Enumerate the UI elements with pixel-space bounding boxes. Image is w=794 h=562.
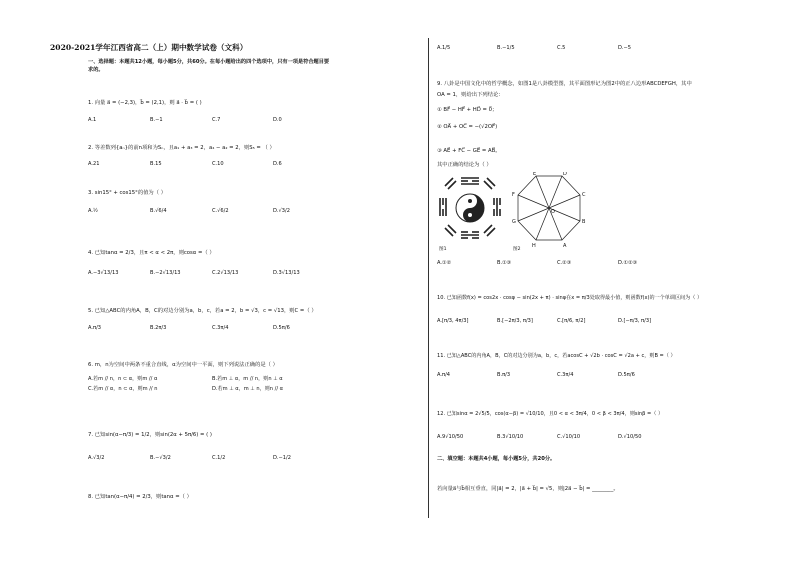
vertex-label-d: D — [563, 172, 567, 177]
option-a: A.π/3 — [88, 325, 102, 331]
question-8: 8. 已知tan(α−π/4) = 2/3，则tanα =（ ） — [88, 494, 192, 500]
option-d: D.−1/2 — [273, 455, 292, 461]
figure-1-caption: 图1 — [439, 247, 447, 252]
question-12: 12. 已知sinα = 2√5/5，cos(α−β) = √10/10，且0 < α < 3π/4，0 < β < 3π/4，则sinβ =（ ） — [437, 411, 664, 417]
vertex-label-g: G — [512, 219, 516, 225]
option-b: B.15 — [150, 161, 162, 167]
question-1: 1. 向量 a⃗ = (−2,3)，b⃗ = (2,1)，则 a⃗ · b⃗ = ( ) — [88, 100, 202, 106]
vertex-label-f: F — [512, 192, 515, 198]
option-c: C.√6/2 — [212, 208, 229, 214]
option-d: D.[−π/3, π/3] — [618, 318, 652, 324]
question-13: 若向量a⃗与b⃗相互垂直，同|a⃗| = 2，|a⃗ + b⃗| = √5，则|2a⃗ − b⃗| = ________。 — [437, 486, 619, 492]
vertex-label-e: E — [533, 172, 537, 177]
option-d: D.√3/2 — [273, 208, 290, 214]
question-9-line2: OA = 1，则给出下列结论： — [437, 92, 504, 98]
option-d: D.3√13/13 — [273, 270, 300, 276]
question-7: 7. 已知sin(α−π/3) = 1/2，则sin(2α + 5π/6) = ( ) — [88, 432, 212, 438]
option-b: B.−2√13/13 — [150, 270, 181, 276]
column-divider — [428, 38, 429, 518]
section-1-line2: 求的。 — [88, 67, 104, 73]
option-d: D.5π/6 — [618, 372, 635, 378]
option-d: D.0 — [273, 117, 282, 123]
option-a: A.1 — [88, 117, 97, 123]
option-d: D.若m ⊥ α，m ⊥ n，则n // α — [212, 386, 284, 392]
option-b: B.√6/4 — [150, 208, 167, 214]
option-c: C.若m // α，n ⊂ α，则m // n — [88, 386, 158, 392]
page-title: 2020-2021学年江西省高二（上）期中数学试卷（文科） — [50, 43, 248, 52]
question-6: 6. m，n为空间中两条不重合直线，α为空间中一平面，则下列说法正确的是（ ） — [88, 362, 278, 368]
option-c: C.10 — [212, 161, 224, 167]
question-9-item3: ③ AE⃗ + FC⃗ − GE⃗ = AB⃗。 — [437, 148, 501, 154]
question-9-item2: ② OA⃗ + OC⃗ = −(√2OF⃗) — [437, 124, 498, 130]
vertex-label-b: B — [582, 219, 586, 225]
figure-2-caption: 图2 — [513, 247, 521, 252]
question-11: 11. 已知△ABC的内角A，B，C的对边分别为a，b，c，若acosC + √2b · cosC = √2a + c，则B =（ ） — [437, 353, 676, 359]
option-b: B.π/3 — [497, 372, 511, 378]
option-b: B.若m ⊥ α，m // n，则n ⊥ α — [212, 376, 283, 382]
option-c: C.[π/6, π/2] — [557, 318, 586, 324]
option-a: A.若m // n，n ⊂ α，则m // α — [88, 376, 158, 382]
option-c: C.②③ — [557, 260, 572, 266]
option-b: B.[−2π/3, π/3] — [497, 318, 533, 324]
option-a: A.½ — [88, 208, 98, 214]
vertex-label-c: C — [582, 192, 586, 198]
option-a: A.①② — [437, 260, 452, 266]
section-1-line1: 一、选择题：本题共12小题，每小题5分，共60分。在每小题给出的四个选项中，只有一项是符合题目要 — [88, 59, 330, 65]
right-column — [437, 0, 777, 562]
section-1-heading — [88, 58, 418, 74]
option-a: A.[π/3, 4π/3] — [437, 318, 469, 324]
option-d: D.6 — [273, 161, 282, 167]
option-d: D.−5 — [618, 45, 632, 51]
question-3: 3. sin15° + cos15°的值为（ ） — [88, 190, 166, 196]
option-b: B.2π/3 — [150, 325, 167, 331]
option-c: C.5 — [557, 45, 566, 51]
option-a: A.9√10/50 — [437, 434, 464, 440]
vertex-label-o: O — [551, 209, 555, 215]
vertex-label-a: A — [563, 243, 567, 248]
option-b: B.①③ — [497, 260, 512, 266]
bagua-figure — [437, 172, 503, 244]
option-a: A.√3/2 — [88, 455, 105, 461]
left-column — [88, 0, 418, 562]
option-d: D.√10/50 — [618, 434, 642, 440]
option-a: A.21 — [88, 161, 100, 167]
question-9-line1: 9. 八卦是中国文化中的哲学概念，如图1是八卦模型图，其平面图形记为图2中的正八边形ABCDEFGH，其中 — [437, 81, 692, 87]
option-a: A.−3√13/13 — [88, 270, 119, 276]
option-b: B.−1/5 — [497, 45, 515, 51]
octagon-figure — [509, 172, 589, 248]
question-2: 2. 等差数列{aₙ}的前n项和为Sₙ，且a₁ + a₃ = 2，a₄ − a₂ = 2，则S₅ = （ ） — [88, 145, 275, 151]
option-d: D.①②③ — [618, 260, 638, 266]
option-a: A.π/4 — [437, 372, 451, 378]
option-c: C.√10/10 — [557, 434, 581, 440]
question-10: 10. 已知函数f(x) = cos2x · cosφ − sin(2x + π) · sinφ在x = π/3处取得最小值，则函数f(x)的一个单调区间为（ ） — [437, 295, 703, 301]
question-4: 4. 已知tanα = 2/3，且π < α < 2π，则cosα =（ ） — [88, 250, 215, 256]
section-2-heading: 二、填空题：本题共4小题，每小题5分，共20分。 — [437, 456, 556, 462]
vertex-label-h: H — [532, 243, 536, 248]
option-c: C.2√13/13 — [212, 270, 239, 276]
option-c: C.3π/4 — [557, 372, 574, 378]
question-9-ask: 其中正确的结论为（ ） — [437, 162, 492, 168]
option-c: C.3π/4 — [212, 325, 229, 331]
option-b: B.−√3/2 — [150, 455, 171, 461]
option-d: D.5π/6 — [273, 325, 290, 331]
option-a: A.1/5 — [437, 45, 451, 51]
question-5: 5. 已知△ABC的内角A，B，C的对边分别为a，b，c，若a = 2，b = √3，c = √13，则C =（ ） — [88, 308, 317, 314]
question-9-item1: ① BF⃗ − HF⃗ + HD⃗ = 0⃗； — [437, 107, 498, 113]
option-b: B.−1 — [150, 117, 163, 123]
option-c: C.1/2 — [212, 455, 226, 461]
option-b: B.3√10/10 — [497, 434, 524, 440]
option-c: C.7 — [212, 117, 221, 123]
